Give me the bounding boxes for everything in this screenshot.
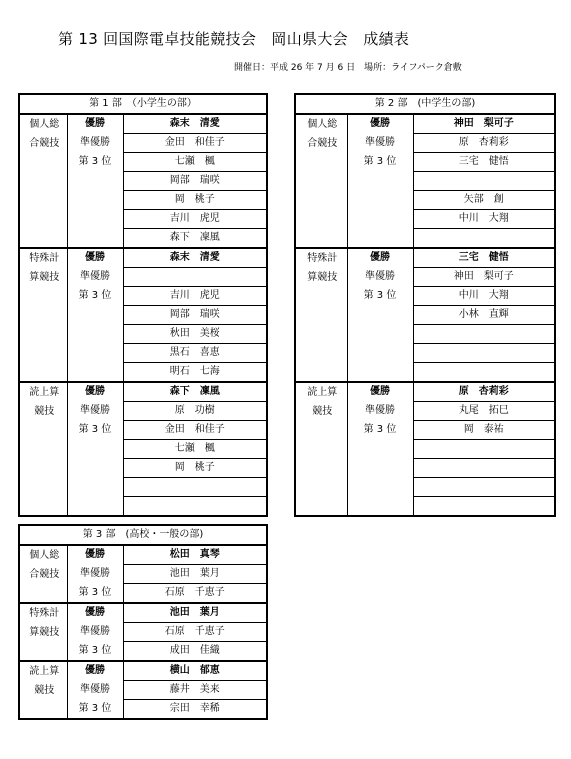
rank-cell: 第 3 位 xyxy=(67,584,123,604)
winner-name-cell: 石原 千恵子 xyxy=(123,584,267,604)
event-category xyxy=(19,545,67,603)
rank-cell xyxy=(67,325,123,344)
result-row xyxy=(295,248,555,268)
rank-cell xyxy=(347,363,413,383)
result-row xyxy=(19,603,267,623)
winner-name-cell xyxy=(413,497,555,517)
division-header: 第 2 部 (中学生の部) xyxy=(295,94,555,114)
winner-name-cell xyxy=(413,229,555,249)
event-category xyxy=(295,382,347,516)
event-category-line: 合競技 xyxy=(29,138,60,149)
event-category-line: 合競技 xyxy=(29,569,60,580)
rank-cell xyxy=(67,191,123,210)
rank-cell: 準優勝 xyxy=(347,268,413,287)
event-category-line: 読上算 xyxy=(29,387,60,398)
event-info: 開催日：平成 26 年 7 月 6 日 場所：ライフパーク倉敷 xyxy=(234,63,462,73)
result-row xyxy=(19,382,267,402)
rank-cell: 準優勝 xyxy=(67,565,123,584)
winner-name-cell: 岡部 瑞咲 xyxy=(123,172,267,191)
rank-cell xyxy=(67,210,123,229)
division-header: 第 3 部 (高校・一般の部) xyxy=(19,525,267,545)
winner-name-cell: 成田 佳織 xyxy=(123,642,267,662)
rank-cell xyxy=(67,229,123,249)
rank-cell: 準優勝 xyxy=(67,134,123,153)
event-category-line: 個人総 xyxy=(307,119,338,130)
winner-name-cell: 池田 葉月 xyxy=(123,565,267,584)
rank-cell: 優勝 xyxy=(67,603,123,623)
result-row xyxy=(19,661,267,681)
event-category-line: 算競技 xyxy=(29,627,60,638)
page-title: 第 13 回国際電卓技能競技会 岡山県大会 成績表 xyxy=(58,30,410,48)
rank-cell: 準優勝 xyxy=(347,134,413,153)
winner-name-cell: 松田 真琴 xyxy=(123,545,267,565)
rank-cell xyxy=(347,229,413,249)
event-category-line: 算競技 xyxy=(307,272,338,283)
event-category-line: 特殊計 xyxy=(29,253,60,264)
winner-name-cell: 丸尾 拓巳 xyxy=(413,402,555,421)
winner-name-cell xyxy=(123,268,267,287)
rank-cell xyxy=(67,478,123,497)
winner-name-cell: 横山 郁恵 xyxy=(123,661,267,681)
event-category xyxy=(19,382,67,516)
rank-cell: 優勝 xyxy=(67,248,123,268)
winner-name-cell: 黒石 喜恵 xyxy=(123,344,267,363)
rank-cell xyxy=(347,191,413,210)
event-category xyxy=(19,248,67,382)
winner-name-cell: 神田 梨可子 xyxy=(413,114,555,134)
winner-name-cell xyxy=(413,172,555,191)
division-1-table xyxy=(18,93,268,517)
event-category-line: 競技 xyxy=(34,406,55,417)
rank-cell: 優勝 xyxy=(347,114,413,134)
result-row xyxy=(295,382,555,402)
winner-name-cell: 池田 葉月 xyxy=(123,603,267,623)
rank-cell xyxy=(67,344,123,363)
winner-name-cell: 岡部 瑞咲 xyxy=(123,306,267,325)
event-category xyxy=(19,114,67,248)
rank-cell xyxy=(347,344,413,363)
rank-cell xyxy=(347,478,413,497)
rank-cell xyxy=(347,459,413,478)
event-category-line: 読上算 xyxy=(307,387,338,398)
rank-cell: 優勝 xyxy=(67,545,123,565)
event-category-line: 個人総 xyxy=(29,550,60,561)
winner-name-cell: 宗田 幸稀 xyxy=(123,700,267,720)
rank-cell: 準優勝 xyxy=(347,402,413,421)
rank-cell xyxy=(347,325,413,344)
event-category-line: 競技 xyxy=(34,685,55,696)
event-category-line: 個人総 xyxy=(29,119,60,130)
event-category xyxy=(19,661,67,719)
rank-cell xyxy=(347,497,413,517)
winner-name-cell: 中川 大翔 xyxy=(413,210,555,229)
rank-cell xyxy=(67,363,123,383)
rank-cell: 第 3 位 xyxy=(67,287,123,306)
winner-name-cell: 三宅 健悟 xyxy=(413,153,555,172)
winner-name-cell: 石原 千恵子 xyxy=(123,623,267,642)
winner-name-cell: 岡 泰祐 xyxy=(413,421,555,440)
winner-name-cell xyxy=(413,459,555,478)
winner-name-cell xyxy=(413,363,555,383)
winner-name-cell xyxy=(413,344,555,363)
event-category-line: 競技 xyxy=(312,406,333,417)
winner-name-cell xyxy=(413,478,555,497)
rank-cell: 準優勝 xyxy=(67,402,123,421)
rank-cell: 優勝 xyxy=(347,248,413,268)
rank-cell: 第 3 位 xyxy=(67,642,123,662)
winner-name-cell: 森末 清愛 xyxy=(123,114,267,134)
winner-name-cell: 吉川 虎児 xyxy=(123,287,267,306)
result-row xyxy=(19,545,267,565)
event-category-line: 合競技 xyxy=(307,138,338,149)
event-category-line: 読上算 xyxy=(29,666,60,677)
winner-name-cell: 秋田 美桜 xyxy=(123,325,267,344)
rank-cell xyxy=(67,172,123,191)
winner-name-cell: 岡 桃子 xyxy=(123,459,267,478)
event-category-line: 算競技 xyxy=(29,272,60,283)
division-header: 第 1 部 （小学生の部） xyxy=(19,94,267,114)
winner-name-cell: 吉川 虎児 xyxy=(123,210,267,229)
rank-cell: 準優勝 xyxy=(67,681,123,700)
winner-name-cell: 中川 大翔 xyxy=(413,287,555,306)
winner-name-cell: 原 杏莉彩 xyxy=(413,382,555,402)
winner-name-cell: 七瀬 楓 xyxy=(123,440,267,459)
rank-cell: 優勝 xyxy=(67,114,123,134)
event-category-line: 特殊計 xyxy=(307,253,338,264)
winner-name-cell: 小林 直輝 xyxy=(413,306,555,325)
result-row xyxy=(295,114,555,134)
winner-name-cell: 森下 凜風 xyxy=(123,382,267,402)
rank-cell xyxy=(347,306,413,325)
rank-cell: 準優勝 xyxy=(67,623,123,642)
winner-name-cell: 森末 清愛 xyxy=(123,248,267,268)
rank-cell: 第 3 位 xyxy=(347,421,413,440)
winner-name-cell: 原 功樹 xyxy=(123,402,267,421)
rank-cell: 優勝 xyxy=(347,382,413,402)
winner-name-cell: 森下 凜風 xyxy=(123,229,267,249)
rank-cell xyxy=(67,497,123,517)
rank-cell: 第 3 位 xyxy=(347,287,413,306)
rank-cell xyxy=(67,306,123,325)
winner-name-cell xyxy=(413,440,555,459)
division-2-table xyxy=(294,93,556,517)
winner-name-cell: 藤井 美来 xyxy=(123,681,267,700)
rank-cell xyxy=(347,172,413,191)
rank-cell xyxy=(347,440,413,459)
rank-cell: 優勝 xyxy=(67,382,123,402)
rank-cell: 第 3 位 xyxy=(347,153,413,172)
winner-name-cell: 三宅 健悟 xyxy=(413,248,555,268)
winner-name-cell xyxy=(413,325,555,344)
rank-cell: 第 3 位 xyxy=(67,153,123,172)
division-3-table xyxy=(18,524,268,720)
winner-name-cell: 原 杏莉彩 xyxy=(413,134,555,153)
event-category-line: 特殊計 xyxy=(29,608,60,619)
winner-name-cell: 金田 和佳子 xyxy=(123,134,267,153)
result-row xyxy=(19,248,267,268)
rank-cell xyxy=(347,210,413,229)
rank-cell: 第 3 位 xyxy=(67,700,123,720)
winner-name-cell: 岡 桃子 xyxy=(123,191,267,210)
event-category xyxy=(19,603,67,661)
winner-name-cell: 矢部 創 xyxy=(413,191,555,210)
winner-name-cell: 明石 七海 xyxy=(123,363,267,383)
rank-cell xyxy=(67,459,123,478)
winner-name-cell: 神田 梨可子 xyxy=(413,268,555,287)
winner-name-cell xyxy=(123,478,267,497)
winner-name-cell: 七瀬 楓 xyxy=(123,153,267,172)
rank-cell: 準優勝 xyxy=(67,268,123,287)
rank-cell: 優勝 xyxy=(67,661,123,681)
winner-name-cell: 金田 和佳子 xyxy=(123,421,267,440)
rank-cell: 第 3 位 xyxy=(67,421,123,440)
rank-cell xyxy=(67,440,123,459)
winner-name-cell xyxy=(123,497,267,517)
event-category xyxy=(295,114,347,248)
event-category xyxy=(295,248,347,382)
result-row xyxy=(19,114,267,134)
